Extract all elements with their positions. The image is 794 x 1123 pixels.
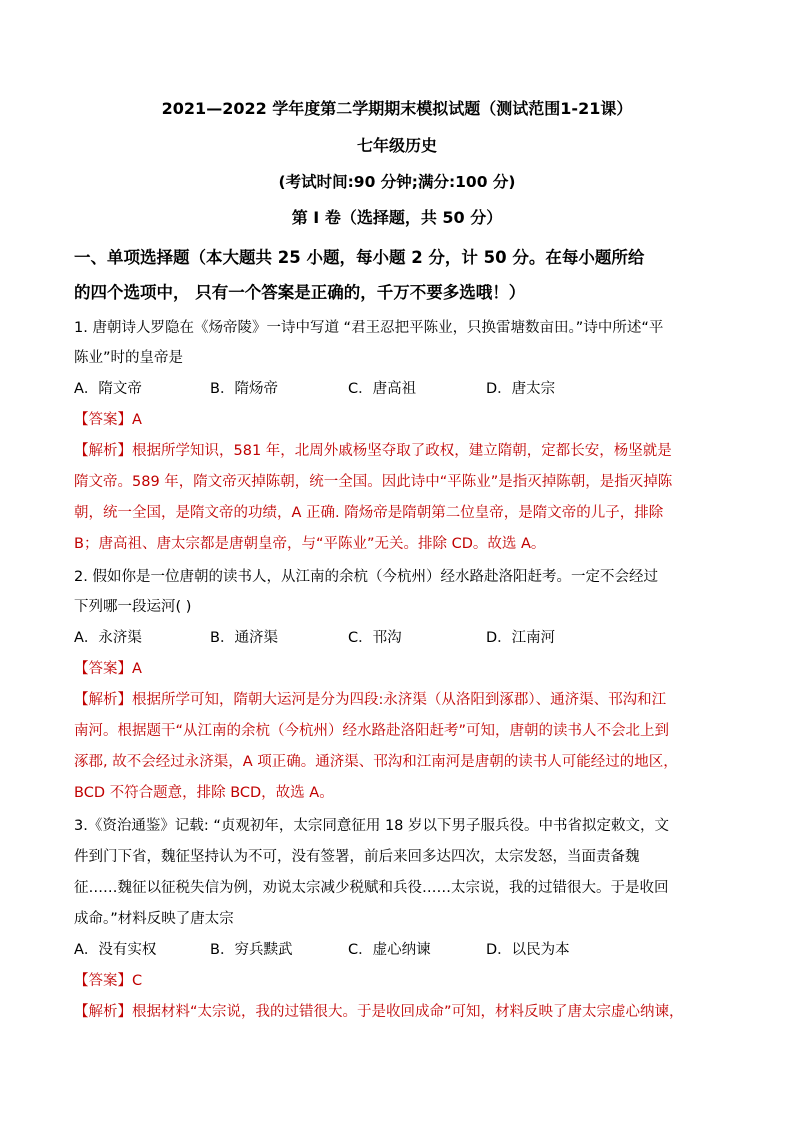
question-1-analysis-line1 bbox=[74, 439, 724, 460]
analysis-label: 【解析】 bbox=[74, 692, 132, 708]
exam-subject: 七年级历史 bbox=[356, 136, 437, 155]
question-2-option-d: D．江南河 bbox=[486, 630, 556, 646]
analysis-text: 根据所学可知，隋朝大运河是分为四段:永济渠（从洛阳到涿郡）、通济渠、邗沟和江 bbox=[132, 692, 667, 708]
answer-value: C bbox=[132, 973, 143, 989]
question-2-option-a: A．永济渠 bbox=[74, 630, 142, 646]
section-heading-line2: 的四个选项中， 只有一个答案是正确的，千万不要多选哦！） bbox=[74, 283, 526, 302]
question-1-analysis-line3: 朝，统一全国，是隋文帝的功绩，A 正确. 隋炀帝是隋朝第二位皇帝，是隋文帝的儿子，排除 bbox=[74, 505, 664, 521]
question-3-stem-line2: 件到门下省，魏征坚持认为不可，没有签署，前后来回多达四次，太宗发怒，当面责备魏 bbox=[74, 849, 640, 865]
answer-label: 【答案】 bbox=[74, 661, 132, 677]
exam-title: 2021—2022 学年度第二学期期末模拟试题（测试范围1-21课） bbox=[161, 99, 633, 118]
question-2-analysis-line2: 南河。根据题干“从江南的余杭（今杭州）经水路赴洛阳赶考”可知，唐朝的读书人不会北上到 bbox=[74, 723, 670, 739]
question-2-analysis-line1 bbox=[74, 688, 724, 709]
question-1-stem-line1: 1. 唐朝诗人罗隐在《炀帝陵》一诗中写道 “君王忍把平陈业，只换雷塘数亩田。”诗中所述“平 bbox=[74, 320, 664, 336]
question-3-option-a: A．没有实权 bbox=[74, 942, 157, 958]
question-3-answer bbox=[74, 969, 724, 990]
section-heading-line1: 一、单项选择题（本大题共 25 小题，每小题 2 分，计 50 分。在每小题所给 bbox=[74, 248, 645, 267]
question-1-option-c: C．唐高祖 bbox=[348, 381, 417, 397]
question-2-stem-line2: 下列哪一段运河( ) bbox=[74, 599, 192, 615]
question-1-analysis-line4: B；唐高祖、唐太宗都是唐朝皇帝，与“平陈业”无关。排除 CD。故选 A。 bbox=[74, 536, 546, 552]
question-3-option-b: B．穷兵黩武 bbox=[210, 942, 293, 958]
exam-info: (考试时间:90 分钟;满分:100 分) bbox=[278, 173, 516, 191]
question-2-answer bbox=[74, 657, 724, 678]
volume-heading: 第 I 卷（选择题，共 50 分） bbox=[291, 208, 503, 227]
analysis-text: 根据材料“太宗说，我的过错很大。于是收回成命”可知，材料反映了唐太宗虚心纳谏， bbox=[132, 1004, 684, 1020]
analysis-text: 根据所学知识，581 年，北周外戚杨坚夺取了政权，建立隋朝，定都长安，杨坚就是 bbox=[132, 443, 672, 459]
analysis-label: 【解析】 bbox=[74, 1004, 132, 1020]
question-1-stem-line2: 陈业”时的皇帝是 bbox=[74, 350, 184, 366]
answer-value: A bbox=[132, 412, 142, 428]
analysis-label: 【解析】 bbox=[74, 443, 132, 459]
question-3-analysis-line1 bbox=[74, 1000, 724, 1021]
answer-value: A bbox=[132, 661, 142, 677]
question-1-option-d: D．唐太宗 bbox=[486, 381, 556, 397]
question-3-stem-line1: 3.《资治通鉴》记载: “贞观初年，太宗同意征用 18 岁以下男子服兵役。中书省拟定敕文，文 bbox=[74, 818, 670, 834]
question-2-option-c: C．邗沟 bbox=[348, 630, 402, 646]
answer-label: 【答案】 bbox=[74, 412, 132, 428]
question-1-answer bbox=[74, 408, 724, 429]
answer-label: 【答案】 bbox=[74, 973, 132, 989]
question-3-stem-line3: 征……魏征以征税失信为例，劝说太宗减少税赋和兵役……太宗说，我的过错很大。于是收回 bbox=[74, 880, 669, 896]
question-3-stem-line4: 成命。”材料反映了唐太宗 bbox=[74, 911, 234, 927]
question-3-option-d: D．以民为本 bbox=[486, 942, 570, 958]
question-1-option-b: B．隋炀帝 bbox=[210, 381, 278, 397]
question-2-analysis-line3: 涿郡, 故不会经过永济渠，A 项正确。通济渠、邗沟和江南河是唐朝的读书人可能经过的地区， bbox=[74, 754, 678, 770]
question-1-analysis-line2: 隋文帝。589 年，隋文帝灭掉陈朝，统一全国。因此诗中“平陈业”是指灭掉陈朝，是指灭掉陈 bbox=[74, 474, 673, 490]
question-3-option-c: C．虚心纳谏 bbox=[348, 942, 431, 958]
question-2-stem-line1: 2. 假如你是一位唐朝的读书人，从江南的余杭（今杭州）经水路赴洛阳赶考。一定不会经过 bbox=[74, 569, 658, 585]
question-1-option-a: A．隋文帝 bbox=[74, 381, 142, 397]
question-2-analysis-line4: BCD 不符合题意，排除 BCD，故选 A。 bbox=[74, 785, 334, 801]
question-2-option-b: B．通济渠 bbox=[210, 630, 278, 646]
